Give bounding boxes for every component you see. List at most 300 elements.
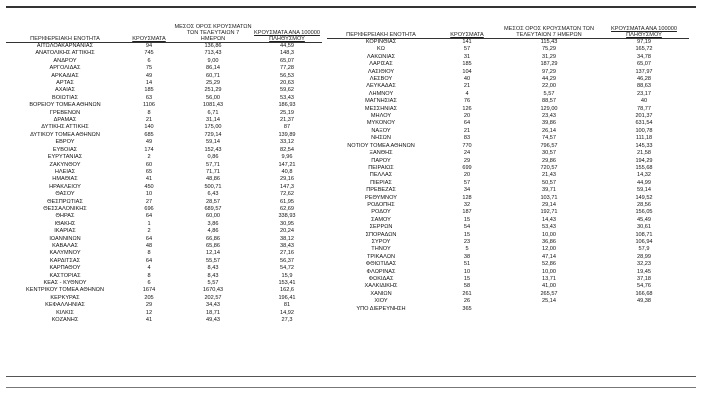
cases-table-right xyxy=(327,24,689,313)
cell-per-100k: 46,28 xyxy=(637,76,651,83)
cell-cases: 261 xyxy=(462,290,472,297)
cell-region: ΑΝΑΤΟΛΙΚΗΣ ΑΤΤΙΚΗΣ xyxy=(35,50,95,57)
cell-per-100k: 166,68 xyxy=(635,290,653,297)
cell-per-100k: 147,21 xyxy=(278,161,296,168)
cell-cases: 104 xyxy=(462,68,472,75)
cell-cases: 699 xyxy=(462,164,472,171)
cell-cases: 10 xyxy=(145,191,153,198)
cell-per-100k: 25,19 xyxy=(280,109,294,116)
cell-cases: 6 xyxy=(147,280,151,286)
cell-cases: 83 xyxy=(463,135,471,142)
cell-region: ΚΕΡΚΥΡΑΣ xyxy=(50,294,80,301)
cell-cases: 140 xyxy=(144,124,154,131)
cell-avg-7-days: 31,14 xyxy=(206,117,220,124)
cell-avg-7-days: 34,43 xyxy=(206,302,220,309)
table-row xyxy=(327,61,689,68)
cell-avg-7-days: 8,43 xyxy=(207,265,219,272)
cell-avg-7-days: 50,57 xyxy=(542,179,556,186)
cell-region: ΘΑΣΟΥ xyxy=(55,191,75,198)
cell-region: ΧΙΟΥ xyxy=(374,298,388,305)
cell-avg-7-days: 49,43 xyxy=(206,317,220,324)
cases-table-left xyxy=(6,24,322,324)
cell-cases: 38 xyxy=(463,253,471,260)
table-row xyxy=(6,176,322,183)
cell-per-100k: 37,18 xyxy=(637,276,651,282)
cell-cases: 8 xyxy=(147,250,151,257)
cell-region: ΣΕΡΡΩΝ xyxy=(369,224,393,231)
header-avg-7-days: ΜΕΣΟΣ ΟΡΟΣ ΚΡΟΥΣΜΑΤΩΝ ΤΩΝ ΤΕΛΕΥΤΑΙΩΝ 7 ΗΜΕΡΩΝ xyxy=(499,24,599,39)
cell-cases: 60 xyxy=(145,161,153,168)
cell-region: ΧΑΝΙΩΝ xyxy=(370,290,392,297)
table-row xyxy=(327,158,689,165)
cell-per-100k: 338,93 xyxy=(278,213,296,220)
cell-per-100k: 14,92 xyxy=(280,309,294,316)
header-row xyxy=(6,24,322,43)
cell-avg-7-days: 25,14 xyxy=(542,298,556,305)
cell-region: ΛΗΜΝΟΥ xyxy=(368,90,394,97)
cell-region: ΘΕΣΠΡΩΤΙΑΣ xyxy=(47,198,83,205)
cell-region: ΠΡΕΒΕΖΑΣ xyxy=(366,187,396,194)
cell-avg-7-days: 30,57 xyxy=(542,150,556,157)
cell-per-100k: 27,16 xyxy=(280,250,294,257)
header-cases: ΚΡΟΥΣΜΑΤΑ xyxy=(435,24,499,39)
bottom-rule xyxy=(6,376,696,377)
cell-avg-7-days: 500,71 xyxy=(204,183,222,190)
cell-avg-7-days: 689,57 xyxy=(204,205,222,212)
cell-region: ΓΡΕΒΕΝΩΝ xyxy=(49,109,81,116)
cell-per-100k: 87 xyxy=(283,124,291,131)
cell-avg-7-days: 192,71 xyxy=(540,209,558,216)
table-row xyxy=(327,224,689,231)
cell-avg-7-days: 74,57 xyxy=(542,135,556,142)
table-row xyxy=(327,195,689,202)
cell-per-100k: 111,18 xyxy=(635,135,653,142)
cell-cases: 205 xyxy=(144,294,154,301)
table-row xyxy=(6,280,322,287)
cell-avg-7-days: 6,43 xyxy=(207,191,219,198)
table-row xyxy=(6,124,322,131)
cell-region: ΜΕΣΣΗΝΙΑΣ xyxy=(364,105,398,112)
table-row xyxy=(327,276,689,283)
right-table-body xyxy=(327,39,689,314)
cell-cases: 64 xyxy=(463,120,471,127)
cell-region: ΠΕΛΛΑΣ xyxy=(369,172,393,179)
table-row xyxy=(327,143,689,150)
table-row xyxy=(327,39,689,47)
cell-per-100k: 59,14 xyxy=(637,187,651,194)
cell-avg-7-days: 10,00 xyxy=(542,231,556,238)
table-row xyxy=(6,58,322,65)
cell-cases: 128 xyxy=(462,194,472,201)
cell-avg-7-days: 9,00 xyxy=(207,57,219,64)
cell-avg-7-days: 25,29 xyxy=(206,80,220,87)
cell-region: ΚΟΖΑΝΗΣ xyxy=(51,317,79,324)
cell-region: ΒΟΡΕΙΟΥ ΤΟΜΕΑ ΑΘΗΝΩΝ xyxy=(29,102,101,109)
cell-region: ΕΒΡΟΥ xyxy=(55,139,75,146)
cell-cases: 31 xyxy=(463,53,471,60)
cell-avg-7-days: 152,43 xyxy=(204,146,222,153)
cell-cases: 15 xyxy=(463,276,471,282)
cell-region: ΛΕΣΒΟΥ xyxy=(369,76,393,83)
cell-cases: 58 xyxy=(463,283,471,290)
cell-region: ΠΑΡΟΥ xyxy=(371,157,391,164)
cell-cases: 8 xyxy=(147,272,151,279)
cell-cases: 48 xyxy=(145,242,153,249)
table-row xyxy=(327,209,689,216)
table-row xyxy=(6,265,322,272)
cell-cases: 15 xyxy=(463,216,471,223)
left-table-body xyxy=(6,43,322,325)
table-row xyxy=(6,73,322,80)
cell-avg-7-days: 75,29 xyxy=(542,46,556,53)
cell-region: ΖΑΚΥΝΘΟΥ xyxy=(49,161,81,168)
table-row xyxy=(6,184,322,191)
cell-avg-7-days: 29,86 xyxy=(542,157,556,164)
cell-per-100k: 631,54 xyxy=(635,120,653,127)
cell-cases: 75 xyxy=(145,65,153,72)
cell-per-100k: 57,9 xyxy=(638,246,650,253)
cell-per-100k xyxy=(599,306,689,313)
cell-cases: 685 xyxy=(144,131,154,138)
cell-avg-7-days: 4,86 xyxy=(207,228,219,235)
cell-region: ΠΕΙΡΑΙΩΣ xyxy=(368,164,394,171)
table-row xyxy=(327,180,689,187)
table-row xyxy=(6,213,322,220)
cell-region: ΛΕΥΚΑΔΑΣ xyxy=(366,83,396,90)
cell-region: ΚΑΛΥΜΝΟΥ xyxy=(49,250,81,257)
cell-region: ΚΕΑΣ - ΚΥΘΝΟΥ xyxy=(43,280,87,286)
table-row xyxy=(327,91,689,98)
cell-avg-7-days: 129,00 xyxy=(540,105,558,112)
cell-avg-7-days: 52,86 xyxy=(542,261,556,268)
table-row xyxy=(327,76,689,83)
cell-region: ΚΟΡΙΝΘΙΑΣ xyxy=(365,39,397,45)
table-row xyxy=(6,43,322,51)
table-row xyxy=(6,221,322,228)
cell-cases: 141 xyxy=(462,39,472,45)
cell-region: ΚΑΒΑΛΑΣ xyxy=(52,242,78,249)
cell-per-100k: 23,17 xyxy=(637,90,651,97)
cell-cases: 4 xyxy=(147,265,151,272)
cell-per-100k: 147,3 xyxy=(280,183,294,190)
cell-avg-7-days: 251,29 xyxy=(204,87,222,94)
cell-cases: 15 xyxy=(463,231,471,238)
cell-avg-7-days: 136,86 xyxy=(204,43,222,49)
table-row xyxy=(327,217,689,224)
cell-avg-7-days: 44,29 xyxy=(542,76,556,83)
cell-avg-7-days xyxy=(499,306,599,313)
table-row xyxy=(327,298,689,305)
table-row xyxy=(327,306,689,313)
table-row xyxy=(327,261,689,268)
cell-cases: 57 xyxy=(463,46,471,53)
table-row xyxy=(6,117,322,124)
cell-per-100k: 145,33 xyxy=(635,142,653,149)
cell-region: ΥΠΟ ΔΙΕΡΕΥΝΗΣΗ xyxy=(356,305,406,312)
cell-region: ΦΩΚΙΔΑΣ xyxy=(368,276,394,282)
cell-per-100k: 62,69 xyxy=(280,205,294,212)
cell-per-100k: 56,53 xyxy=(280,72,294,79)
table-row xyxy=(6,206,322,213)
cell-cases: 20 xyxy=(463,172,471,179)
cell-avg-7-days: 187,29 xyxy=(540,61,558,68)
cell-per-100k: 49,38 xyxy=(637,298,651,305)
cell-region: ΧΑΛΚΙΔΙΚΗΣ xyxy=(364,283,398,290)
cell-cases: 54 xyxy=(463,224,471,231)
cell-region: ΚΕΝΤΡΙΚΟΥ ΤΟΜΕΑ ΑΘΗΝΩΝ xyxy=(25,287,104,294)
cell-region: ΘΗΡΑΣ xyxy=(55,213,75,220)
table-row xyxy=(6,169,322,176)
cell-avg-7-days: 12,14 xyxy=(206,250,220,257)
cell-cases: 63 xyxy=(145,94,153,101)
cell-region: ΑΡΤΑΣ xyxy=(56,80,74,87)
header-avg-7-days: ΜΕΣΟΣ ΟΡΟΣ ΚΡΟΥΣΜΑΤΩΝ ΤΩΝ ΤΕΛΕΥΤΑΙΩΝ 7 ΗΜΕΡΩΝ xyxy=(174,24,252,42)
cell-per-100k: 30,95 xyxy=(280,220,294,227)
table-row xyxy=(6,154,322,161)
cell-region: ΕΥΡΥΤΑΝΙΑΣ xyxy=(47,154,83,161)
cell-avg-7-days: 1081,43 xyxy=(202,102,224,109)
cell-region: ΜΗΛΟΥ xyxy=(370,113,392,120)
cell-region: ΑΡΓΟΛΙΔΑΣ xyxy=(49,65,81,72)
table-row xyxy=(6,139,322,146)
cell-avg-7-days: 6,71 xyxy=(207,109,219,116)
cell-cases: 26 xyxy=(463,298,471,305)
cell-per-100k: 78,77 xyxy=(637,105,651,112)
cell-region: ΔΥΤΙΚΗΣ ΑΤΤΙΚΗΣ xyxy=(41,124,89,131)
table-row xyxy=(327,150,689,157)
table-row xyxy=(6,236,322,243)
cell-per-100k: 54,72 xyxy=(280,265,294,272)
table-row xyxy=(327,46,689,53)
cell-region: ΜΥΚΟΝΟΥ xyxy=(366,120,396,127)
cell-avg-7-days: 0,86 xyxy=(207,154,219,161)
cell-cases: 24 xyxy=(463,150,471,157)
cell-region: ΑΧΑΪΑΣ xyxy=(55,87,75,94)
table-row xyxy=(327,54,689,61)
cell-per-100k: 153,41 xyxy=(278,280,296,286)
cell-avg-7-days: 175,00 xyxy=(204,124,222,131)
table-row xyxy=(327,98,689,105)
cell-per-100k: 27,3 xyxy=(281,317,293,324)
cell-region: ΚΩ xyxy=(377,46,385,53)
cell-avg-7-days: 5,57 xyxy=(543,90,555,97)
cell-cases: 185 xyxy=(462,61,472,68)
table-row xyxy=(327,69,689,76)
cell-avg-7-days: 103,71 xyxy=(540,194,558,201)
cell-cases: 1106 xyxy=(142,102,156,109)
cell-per-100k: 196,41 xyxy=(278,294,296,301)
cell-cases: 29 xyxy=(463,157,471,164)
cell-region: ΚΑΡΠΑΘΟΥ xyxy=(49,265,81,272)
table-row xyxy=(6,243,322,250)
table-row xyxy=(327,83,689,90)
table-row xyxy=(327,283,689,290)
cell-per-100k: 108,71 xyxy=(635,231,653,238)
table-row xyxy=(6,95,322,102)
cell-per-100k: 45,49 xyxy=(637,216,651,223)
cell-region: ΛΑΣΙΘΙΟΥ xyxy=(367,68,395,75)
cell-per-100k: 155,68 xyxy=(635,164,653,171)
cell-avg-7-days: 23,43 xyxy=(542,113,556,120)
cell-per-100k: 56,37 xyxy=(280,257,294,264)
cell-cases: 1 xyxy=(147,220,151,227)
cell-per-100k: 59,62 xyxy=(280,87,294,94)
cell-region: ΡΟΔΟΥ xyxy=(371,209,391,216)
cell-region: ΣΠΟΡΑΔΩΝ xyxy=(365,231,397,238)
cell-cases: 40 xyxy=(463,76,471,83)
cell-cases: 23 xyxy=(463,238,471,245)
cell-avg-7-days: 796,57 xyxy=(540,142,558,149)
table-row xyxy=(6,110,322,117)
cell-cases: 21 xyxy=(463,127,471,134)
cell-region: ΣΥΡΟΥ xyxy=(371,238,391,245)
table-row xyxy=(6,87,322,94)
table-row xyxy=(6,310,322,317)
cell-cases: 41 xyxy=(145,317,153,324)
cell-cases: 5 xyxy=(465,246,469,253)
cell-avg-7-days: 5,57 xyxy=(207,280,219,286)
cell-cases: 14 xyxy=(145,80,153,87)
top-rule xyxy=(6,6,696,8)
cell-region: ΚΕΦΑΛΛΗΝΙΑΣ xyxy=(45,302,85,309)
cell-per-100k: 28,99 xyxy=(637,253,651,260)
cell-avg-7-days: 47,14 xyxy=(542,253,556,260)
cell-cases: 4 xyxy=(465,90,469,97)
cell-per-100k: 162,6 xyxy=(280,287,294,294)
cell-region: ΘΕΣΣΑΛΟΝΙΚΗΣ xyxy=(43,205,87,212)
cell-avg-7-days: 36,86 xyxy=(542,238,556,245)
table-row xyxy=(327,269,689,276)
cell-avg-7-days: 14,43 xyxy=(542,216,556,223)
cell-region: ΗΛΕΙΑΣ xyxy=(54,168,76,175)
cell-per-100k: 186,93 xyxy=(278,102,296,109)
table-row xyxy=(6,317,322,324)
cell-per-100k: 33,12 xyxy=(280,139,294,146)
table-row xyxy=(6,102,322,109)
cell-cases: 2 xyxy=(147,228,151,235)
table-row xyxy=(327,291,689,298)
cell-avg-7-days: 48,86 xyxy=(206,176,220,183)
cell-avg-7-days: 60,71 xyxy=(206,72,220,79)
cell-region: ΝΗΣΩΝ xyxy=(371,135,391,142)
cell-region: ΔΡΑΜΑΣ xyxy=(53,117,77,124)
cell-region: ΒΟΙΩΤΙΑΣ xyxy=(52,94,78,101)
cell-avg-7-days: 1670,43 xyxy=(202,287,224,294)
cell-per-100k: 165,72 xyxy=(635,46,653,53)
header-per-100k: ΚΡΟΥΣΜΑΤΑ ΑΝΑ 100000 ΠΛΗΘΥΣΜΟΥ xyxy=(599,24,689,39)
cell-cases: 187 xyxy=(462,209,472,216)
cell-per-100k: 40,8 xyxy=(281,168,293,175)
cell-region: ΦΘΙΩΤΙΔΑΣ xyxy=(365,261,397,268)
cell-region: ΝΑΞΟΥ xyxy=(371,127,391,134)
cell-per-100k: 44,99 xyxy=(637,179,651,186)
cell-cases: 745 xyxy=(144,50,154,57)
cell-cases: 57 xyxy=(463,179,471,186)
cell-region: ΞΑΝΘΗΣ xyxy=(369,150,393,157)
cell-cases: 64 xyxy=(145,235,153,242)
cell-cases: 8 xyxy=(147,109,151,116)
cell-avg-7-days: 39,71 xyxy=(542,187,556,194)
cell-cases: 20 xyxy=(463,113,471,120)
cell-region: ΜΑΓΝΗΣΙΑΣ xyxy=(365,98,397,105)
cell-per-100k: 54,76 xyxy=(637,283,651,290)
table-row xyxy=(6,50,322,57)
table-row xyxy=(327,232,689,239)
cell-region: ΠΙΕΡΙΑΣ xyxy=(370,179,392,186)
cell-region: ΛΑΡΙΣΑΣ xyxy=(369,61,393,68)
cell-cases: 49 xyxy=(145,72,153,79)
table-row xyxy=(327,120,689,127)
cell-per-100k: 72,62 xyxy=(280,191,294,198)
cell-avg-7-days: 97,29 xyxy=(542,68,556,75)
cell-cases: 2 xyxy=(147,154,151,161)
cell-region: ΑΡΚΑΔΙΑΣ xyxy=(51,72,79,79)
cell-region: ΡΟΔΟΠΗΣ xyxy=(367,201,395,208)
cell-avg-7-days: 88,57 xyxy=(542,98,556,105)
cell-per-100k: 81 xyxy=(283,302,291,309)
cell-cases: 21 xyxy=(463,83,471,90)
cell-region: ΑΙΤΩΛΟΑΚΑΡΝΑΝΙΑΣ xyxy=(36,43,94,49)
cell-region: ΚΙΛΚΙΣ xyxy=(56,309,74,316)
cell-avg-7-days: 59,14 xyxy=(206,139,220,146)
table-row xyxy=(327,254,689,261)
cell-cases: 32 xyxy=(463,201,471,208)
cell-cases: 76 xyxy=(463,98,471,105)
table-row xyxy=(6,191,322,198)
cell-avg-7-days: 10,00 xyxy=(542,268,556,275)
cell-avg-7-days: 31,29 xyxy=(542,53,556,60)
table-row xyxy=(6,228,322,235)
table-row xyxy=(327,239,689,246)
cell-cases: 51 xyxy=(463,261,471,268)
cell-avg-7-days: 202,57 xyxy=(204,294,222,301)
cell-per-100k: 20,24 xyxy=(280,228,294,235)
cell-avg-7-days: 13,71 xyxy=(542,276,556,282)
cell-per-100k: 21,58 xyxy=(637,150,651,157)
table-row xyxy=(327,165,689,172)
cell-per-100k: 21,37 xyxy=(280,117,294,124)
header-cases: ΚΡΟΥΣΜΑΤΑ xyxy=(124,24,174,43)
cell-region: ΣΑΜΟΥ xyxy=(371,216,391,223)
table-row xyxy=(6,65,322,72)
table-row xyxy=(6,132,322,139)
table-row xyxy=(327,187,689,194)
cell-cases: 34 xyxy=(463,187,471,194)
cell-per-100k: 156,05 xyxy=(635,209,653,216)
cell-cases: 29 xyxy=(145,302,153,309)
cell-per-100k: 65,07 xyxy=(280,57,294,64)
cell-region: ΚΑΡΔΙΤΣΑΣ xyxy=(49,257,81,264)
cell-region: ΑΝΔΡΟΥ xyxy=(53,57,77,64)
cell-per-100k: 29,16 xyxy=(280,176,294,183)
header-region: ΠΕΡΙΦΕΡΕΙΑΚΗ ΕΝΟΤΗΤΑ xyxy=(327,24,435,39)
table-row xyxy=(6,250,322,257)
cell-cases: 41 xyxy=(145,176,153,183)
cell-avg-7-days: 729,14 xyxy=(204,131,222,138)
cell-avg-7-days: 53,43 xyxy=(542,224,556,231)
cell-avg-7-days: 65,86 xyxy=(206,242,220,249)
table-row xyxy=(6,147,322,154)
cell-region: ΝΟΤΙΟΥ ΤΟΜΕΑ ΑΘΗΝΩΝ xyxy=(347,142,415,149)
cell-avg-7-days: 55,57 xyxy=(206,257,220,264)
cell-cases: 12 xyxy=(145,309,153,316)
cell-cases: 185 xyxy=(144,87,154,94)
cell-per-100k: 77,28 xyxy=(280,65,294,72)
cell-per-100k: 61,95 xyxy=(280,198,294,205)
cell-per-100k: 82,54 xyxy=(280,146,294,153)
cell-per-100k: 40 xyxy=(640,98,648,105)
cell-region: ΡΕΘΥΜΝΟΥ xyxy=(365,194,397,201)
